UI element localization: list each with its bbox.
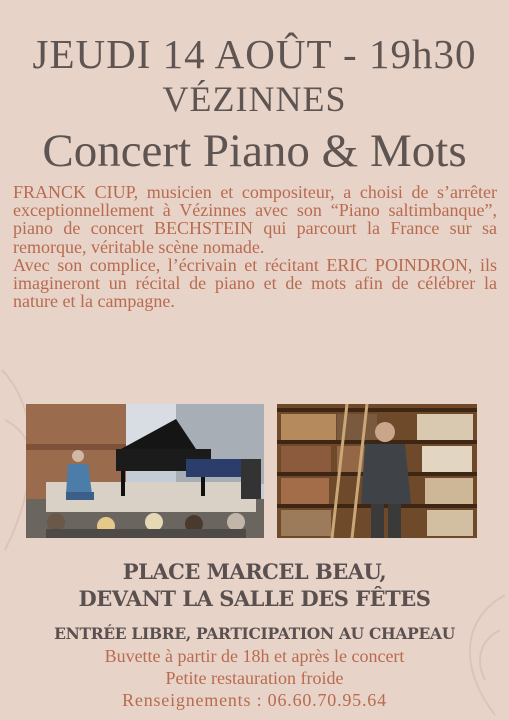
bar-info: Buvette à partir de 18h et après le concert	[104, 646, 405, 666]
contact-info: Renseignements : 06.60.70.95.64	[122, 690, 387, 710]
event-town: VÉZINNES	[162, 79, 347, 119]
description-paragraph-2: Avec son complice, l’écrivain et récitant ERIC POINDRON, ils imagineront un récital de piano et de mots afin de célébrer la nature et la campagne.	[13, 254, 497, 312]
food-info: Petite restauration froide	[165, 668, 344, 688]
event-description	[13, 183, 497, 310]
event-title: Concert Piano & Mots	[42, 125, 467, 177]
address-line-2: DEVANT LA SALLE DES FÊTES	[78, 586, 431, 611]
address-line-1: PLACE MARCEL BEAU,	[122, 559, 387, 584]
photo-pianist-on-stage	[26, 404, 264, 538]
photo-reciter-in-library	[277, 404, 477, 538]
description-paragraph-1: FRANCK CIUP, musicien et compositeur, a choisi de s’arrêter exceptionnellement à Vézinnes avec son “Piano saltimbanque”, piano de concert BECHSTEIN qui parcourt la France sur sa remorque, véritable scène nomade.	[13, 182, 497, 257]
event-date-time: JEUDI 14 AOÛT - 19h30	[32, 31, 477, 77]
entry-info: ENTRÉE LIBRE, PARTICIPATION AU CHAPEAU	[54, 624, 455, 643]
